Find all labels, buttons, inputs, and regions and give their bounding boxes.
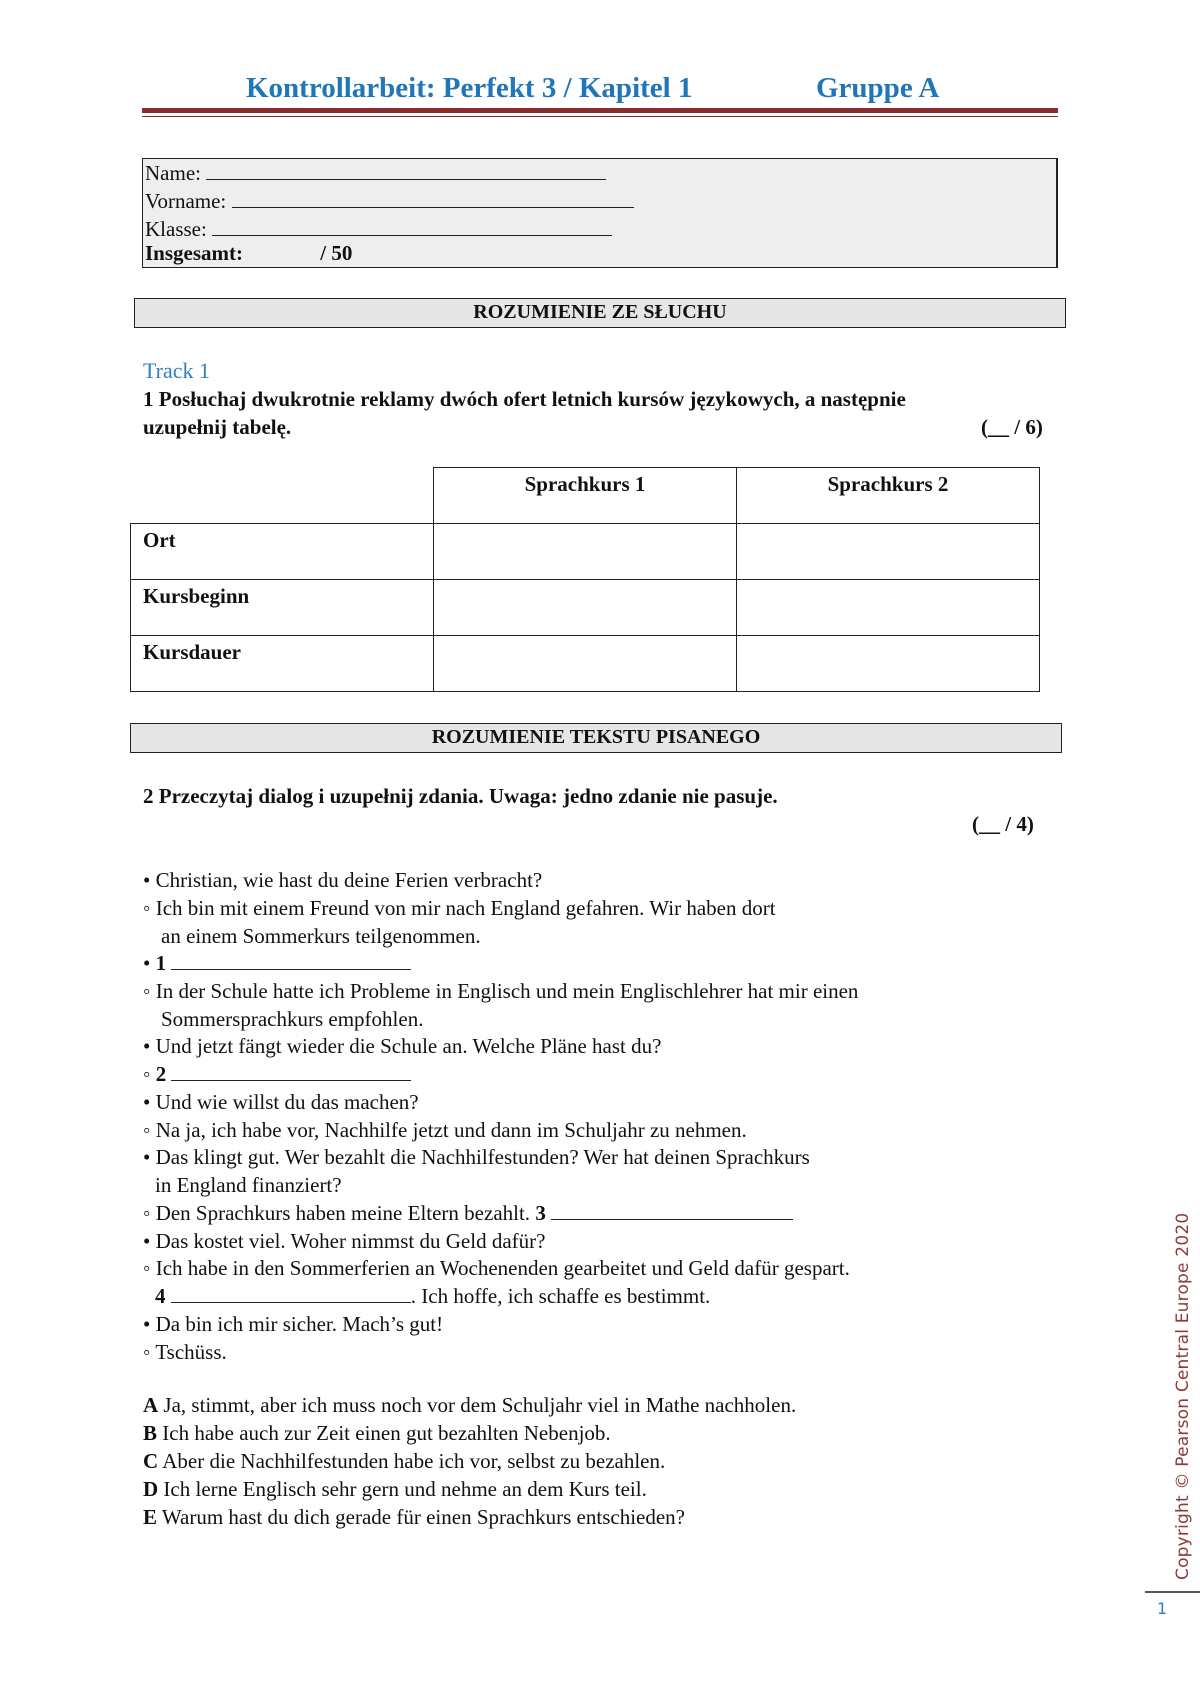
option-key: B (143, 1421, 158, 1445)
dialog-line: • Das klingt gut. Wer bezahlt die Nachhilfestunden? Wer hat deinen Sprachkurs (143, 1145, 810, 1169)
gap-number: 4 (155, 1284, 166, 1308)
gap-1-blank[interactable] (171, 951, 411, 970)
class-row (145, 215, 612, 243)
option-text: Ja, stimmt, aber ich muss noch vor dem Schuljahr viel in Mathe nachholen. (158, 1393, 797, 1417)
option-b (143, 1421, 611, 1446)
option-key: E (143, 1505, 158, 1529)
row-label-kursbeginn: Kursbeginn (131, 580, 434, 636)
table-row (131, 524, 1040, 580)
option-d (143, 1477, 647, 1502)
group-label: Gruppe A (816, 72, 940, 104)
answer-cell[interactable] (737, 580, 1040, 636)
task2-instruction: 2 Przeczytaj dialog i uzupełnij zdania. Uwaga: jedno zdanie nie pasuje. (143, 784, 778, 808)
task1-points: (__ / 6) (981, 415, 1043, 439)
footer-rule (1145, 1591, 1200, 1593)
answer-cell[interactable] (434, 524, 737, 580)
option-text: Warum hast du dich gerade für einen Sprachkurs entschieden? (157, 1505, 685, 1529)
class-label: Klasse: (145, 217, 207, 241)
task2-points: (__ / 4) (972, 812, 1034, 836)
dialog-line: Sommersprachkurs empfohlen. (161, 1007, 424, 1031)
answer-cell[interactable] (434, 580, 737, 636)
dialog-text: . Ich hoffe, ich schaffe es bestimmt. (410, 1284, 711, 1308)
first-name-field[interactable] (232, 187, 634, 208)
option-key: C (143, 1449, 159, 1473)
section-reading-header: ROZUMIENIE TEKSTU PISANEGO (130, 723, 1062, 753)
option-a (143, 1393, 796, 1418)
task1-instruction-line2: uzupełnij tabelę. (143, 415, 292, 439)
class-field[interactable] (212, 215, 612, 236)
column-header-kurs1: Sprachkurs 1 (434, 468, 737, 524)
dialog-line: • Da bin ich mir sicher. Mach’s gut! (143, 1312, 444, 1336)
header-rule (142, 108, 1058, 113)
total-row (145, 241, 352, 269)
option-text: Aber die Nachhilfestunden habe ich vor, selbst zu bezahlen. (158, 1449, 666, 1473)
table-corner-cell (131, 468, 434, 524)
section-listening-header: ROZUMIENIE ZE SŁUCHU (134, 298, 1066, 328)
dialog-line: ◦ In der Schule hatte ich Probleme in Englisch und mein Englischlehrer hat mir einen (143, 979, 859, 1003)
track-label: Track 1 (143, 358, 211, 383)
dialog-gap-2 (143, 1060, 411, 1088)
option-c (143, 1449, 665, 1474)
row-label-kursdauer: Kursdauer (131, 636, 434, 692)
dialog-line: ◦ Ich habe in den Sommerferien an Wochenenden gearbeitet und Geld dafür gespart. (143, 1256, 850, 1280)
page-title: Kontrollarbeit: Perfekt 3 / Kapitel 1 (246, 72, 693, 104)
task1-instruction-line1: 1 Posłuchaj dwukrotnie reklamy dwóch ofert letnich kursów językowych, a następnie (143, 387, 906, 411)
name-row (145, 159, 606, 187)
dialog-gap-3 (143, 1199, 793, 1227)
dialog-line: • Und wie willst du das machen? (143, 1090, 419, 1114)
table-header-row (131, 468, 1040, 524)
page-number: 1 (1157, 1599, 1168, 1618)
name-field[interactable] (206, 159, 606, 180)
dialog-gap-1 (143, 949, 411, 977)
dialog-line: an einem Sommerkurs teilgenommen. (161, 924, 481, 948)
dialog-line: • Das kostet viel. Woher nimmst du Geld dafür? (143, 1229, 546, 1253)
dialog-bullet: • (143, 951, 156, 975)
option-text: Ich lerne Englisch sehr gern und nehme an dem Kurs teil. (158, 1477, 647, 1501)
total-score: / 50 (320, 241, 353, 265)
option-key: D (143, 1477, 159, 1501)
gap-3-blank[interactable] (551, 1201, 793, 1220)
gap-2-blank[interactable] (171, 1062, 411, 1081)
gap-number: 3 (535, 1201, 546, 1225)
answer-cell[interactable] (434, 636, 737, 692)
first-name-row (145, 187, 634, 215)
option-e (143, 1505, 685, 1530)
answer-cell[interactable] (737, 636, 1040, 692)
option-text: Ich habe auch zur Zeit einen gut bezahlten Nebenjob. (157, 1421, 611, 1445)
total-label: Insgesamt: (145, 241, 243, 265)
dialog-line: • Und jetzt fängt wieder die Schule an. Welche Pläne hast du? (143, 1034, 662, 1058)
dialog-bullet: ◦ (143, 1062, 156, 1086)
student-info-box (142, 158, 1058, 268)
answer-table (130, 467, 1040, 692)
gap-number: 1 (155, 951, 167, 975)
table-row (131, 636, 1040, 692)
gap-4-blank[interactable] (171, 1284, 411, 1303)
dialog-line: ◦ Na ja, ich habe vor, Nachhilfe jetzt und dann im Schuljahr zu nehmen. (143, 1118, 747, 1142)
table-row (131, 580, 1040, 636)
dialog-line: ◦ Ich bin mit einem Freund von mir nach England gefahren. Wir haben dort (143, 896, 776, 920)
answer-cell[interactable] (737, 524, 1040, 580)
dialog-text: ◦ Den Sprachkurs haben meine Eltern bezahlt. (143, 1201, 536, 1225)
dialog-line: in England finanziert? (155, 1173, 342, 1197)
name-label: Name: (145, 161, 201, 185)
page-header (0, 72, 1200, 112)
row-label-ort: Ort (131, 524, 434, 580)
first-name-label: Vorname: (145, 189, 227, 213)
dialog-gap-4 (155, 1282, 710, 1310)
header-rule-thin (142, 116, 1058, 117)
dialog-line: ◦ Tschüss. (143, 1340, 227, 1364)
column-header-kurs2: Sprachkurs 2 (737, 468, 1040, 524)
copyright-notice: Copyright © Pearson Central Europe 2020 (1173, 1212, 1193, 1580)
gap-number: 2 (155, 1062, 167, 1086)
dialog-line: • Christian, wie hast du deine Ferien verbracht? (143, 868, 543, 892)
option-key: A (143, 1393, 159, 1417)
